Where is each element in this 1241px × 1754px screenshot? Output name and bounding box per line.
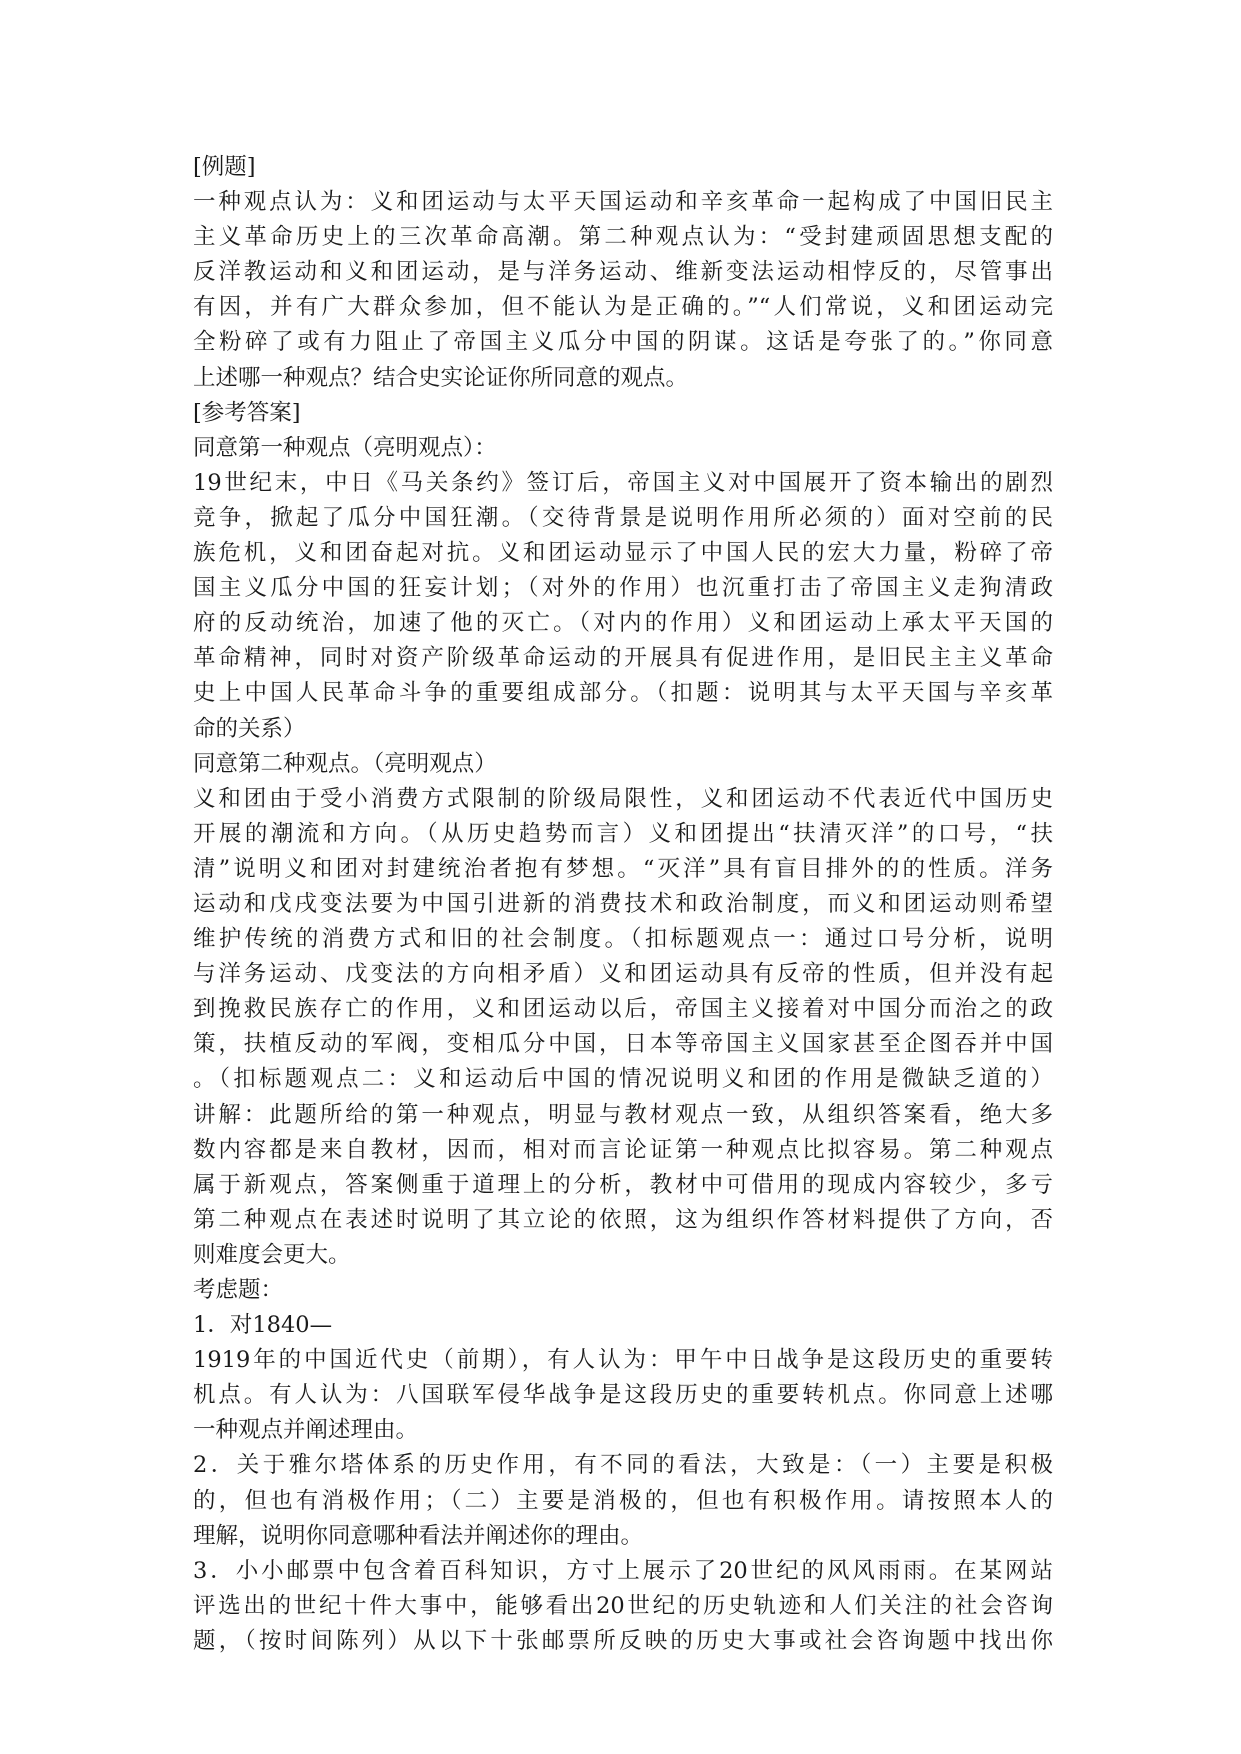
text-line: 府的反动统治，加速了他的灭亡。（对内的作用）义和团运动上承太平天国的 bbox=[193, 610, 1053, 637]
text-line: 19世纪末，中日《马关条约》签订后，帝国主义对中国展开了资本输出的剧烈 bbox=[193, 469, 1053, 496]
text-line: 策，扶植反动的军阀，变相瓜分中国，日本等帝国主义国家甚至企图吞并中国 bbox=[193, 1031, 1053, 1058]
text-line: 到挽救民族存亡的作用，义和团运动以后，帝国主义接着对中国分而治之的政 bbox=[193, 996, 1053, 1023]
text-line: 1919年的中国近代史（前期），有人认为：甲午中日战争是这段历史的重要转 bbox=[193, 1347, 1053, 1374]
text-line: 革命精神，同时对资产阶级革命运动的开展具有促进作用，是旧民主主义革命 bbox=[193, 645, 1053, 672]
text-line: 运动和戊戌变法要为中国引进新的消费技术和政治制度，而义和团运动则希望 bbox=[193, 890, 1053, 917]
text-line: 第二种观点在表述时说明了其立论的依照，这为组织作答材料提供了方向，否 bbox=[193, 1206, 1053, 1233]
text-line: [参考答案] bbox=[193, 399, 301, 426]
text-line: [例题] bbox=[193, 154, 256, 180]
text-line: 义和团由于受小消费方式限制的阶级局限性，义和团运动不代表近代中国历史 bbox=[193, 785, 1053, 812]
text-line: 同意第二种观点。（亮明观点） bbox=[193, 750, 497, 777]
text-line: 属于新观点，答案侧重于道理上的分析，教材中可借用的现成内容较少，多亏 bbox=[193, 1171, 1053, 1198]
text-line: 题，（按时间陈列）从以下十张邮票所反映的历史大事或社会咨询题中找出你 bbox=[193, 1627, 1053, 1654]
text-line: 反洋教运动和义和团运动，是与洋务运动、维新变法运动相悖反的，尽管事出 bbox=[193, 259, 1053, 286]
text-line: 数内容都是来自教材，因而，相对而言论证第一种观点比拟容易。第二种观点 bbox=[193, 1136, 1053, 1163]
text-line: 上述哪一种观点？结合史实论证你所同意的观点。 bbox=[193, 364, 689, 391]
text-line: 3．小小邮票中包含着百科知识，方寸上展示了20世纪的风风雨雨。在某网站 bbox=[193, 1557, 1053, 1584]
text-line: 清”说明义和团对封建统治者抱有梦想。“灭洋”具有盲目排外的的性质。洋务 bbox=[193, 855, 1053, 882]
text-line: 维护传统的消费方式和旧的社会制度。（扣标题观点一：通过口号分析，说明 bbox=[193, 926, 1053, 953]
text-line: 全粉碎了或有力阻止了帝国主义瓜分中国的阴谋。这话是夸张了的。”你同意 bbox=[193, 329, 1053, 356]
text-line: 一种观点认为：义和团运动与太平天国运动和辛亥革命一起构成了中国旧民主 bbox=[193, 189, 1053, 216]
text-line: 国主义瓜分中国的狂妄计划；（对外的作用）也沉重打击了帝国主义走狗清政 bbox=[193, 575, 1053, 602]
text-line: 有因，并有广大群众参加，但不能认为是正确的。”“人们常说，义和团运动完 bbox=[193, 294, 1053, 321]
text-line: 1．对1840— bbox=[193, 1312, 333, 1339]
text-line: 。（扣标题观点二：义和运动后中国的情况说明义和团的作用是微缺乏道的） bbox=[193, 1066, 1053, 1093]
text-line: 考虑题： bbox=[193, 1277, 284, 1303]
text-line: 的，但也有消极作用；（二）主要是消极的，但也有积极作用。请按照本人的 bbox=[193, 1487, 1053, 1514]
text-line: 讲解：此题所给的第一种观点，明显与教材观点一致，从组织答案看，绝大多 bbox=[193, 1101, 1053, 1128]
text-line: 命的关系） bbox=[193, 715, 306, 742]
document-body bbox=[193, 150, 1053, 1659]
text-line: 机点。有人认为：八国联军侵华战争是这段历史的重要转机点。你同意上述哪 bbox=[193, 1382, 1053, 1409]
text-line: 竞争，掀起了瓜分中国狂潮。（交待背景是说明作用所必须的）面对空前的民 bbox=[193, 504, 1053, 531]
text-line: 史上中国人民革命斗争的重要组成部分。（扣题：说明其与太平天国与辛亥革 bbox=[193, 680, 1053, 707]
text-line: 一种观点并阐述理由。 bbox=[193, 1417, 419, 1444]
text-line: 同意第一种观点（亮明观点）： bbox=[193, 434, 497, 461]
text-line: 与洋务运动、戊变法的方向相矛盾）义和团运动具有反帝的性质，但并没有起 bbox=[193, 961, 1053, 988]
text-line: 2．关于雅尔塔体系的历史作用，有不同的看法，大致是：（一）主要是积极 bbox=[193, 1452, 1053, 1479]
text-line: 主义革命历史上的三次革命高潮。第二种观点认为：“受封建顽固思想支配的 bbox=[193, 224, 1053, 251]
text-line: 评选出的世纪十件大事中，能够看出20世纪的历史轨迹和人们关注的社会咨询 bbox=[193, 1592, 1053, 1619]
text-line: 则难度会更大。 bbox=[193, 1241, 351, 1268]
text-line: 族危机，义和团奋起对抗。义和团运动显示了中国人民的宏大力量，粉碎了帝 bbox=[193, 540, 1053, 567]
text-line: 开展的潮流和方向。（从历史趋势而言）义和团提出“扶清灭洋”的口号，“扶 bbox=[193, 820, 1053, 847]
text-line: 理解，说明你同意哪种看法并阐述你的理由。 bbox=[193, 1522, 644, 1549]
